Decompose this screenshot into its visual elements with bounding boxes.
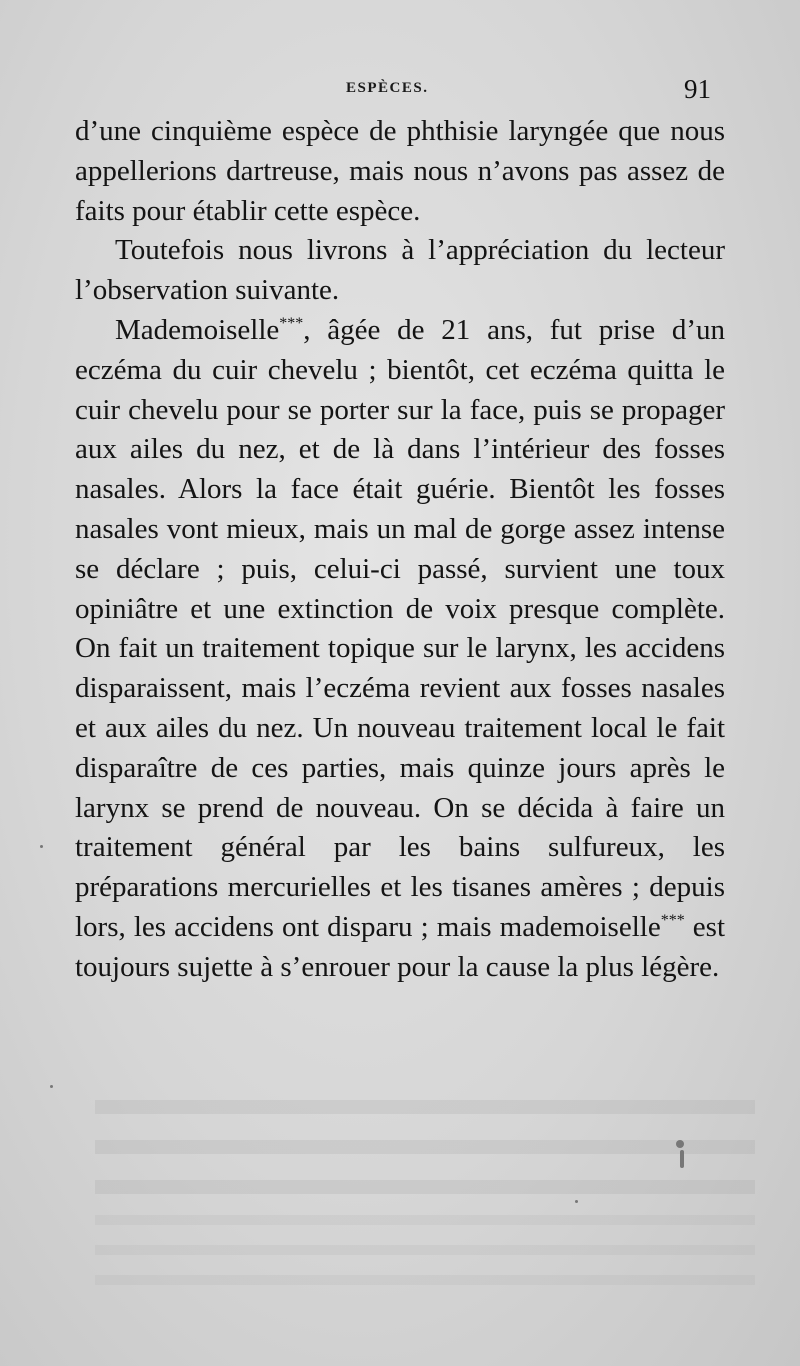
asterism-mark: *** [279,314,304,332]
paragraph: d’une cinquième espèce de phthisie laryngée que nous appellerions dartreuse, mais nous n’avons pas assez de faits pour établir cette espèce. [75,115,725,227]
page-number: 91 [684,74,711,104]
asterism-mark: *** [660,911,685,929]
show-through-texture [95,1215,755,1285]
paragraph: Toutefois nous livrons à l’appréciation du lecteur l’observation suivante. [75,234,725,307]
running-title: ESPÈCES. [346,80,429,96]
paragraph-text: est toujours sujette à s’enrouer pour la cause la plus légère. [75,910,726,983]
paragraph [75,311,725,988]
paragraph-text: Mademoiselle [115,313,280,346]
running-head [0,76,800,106]
paragraph-text: , âgée de 21 ans, fut prise d’un eczéma du cuir chevelu ; bientôt, cet eczéma quitta le cuir chevelu pour se porter sur la face, puis se propager aux ailes du nez, et de là dans l’intérieur des fosses nasales. Alors la face était guérie. Bientôt les fosses nasales vont mieux, mais un mal de gorge assez intense se déclare ; puis, celui-ci passé, survient une toux opiniâtre et une extinction de voix presque complète. On fait un traitement topique sur le larynx, les accidens disparaissent, mais l’eczéma revient aux fosses nasales et aux ailes du nez. Un nouveau traitement local le fait disparaître de ces parties, mais quinze jours après le larynx se prend de nouveau. On se décida à faire un traitement général par les bains sulfureux, les préparations mercurielles et les tisanes amères ; depuis lors, les accidens ont disparu ; mais mademoiselle [75,313,725,943]
show-through-texture [95,1100,755,1220]
body-text [75,112,725,988]
